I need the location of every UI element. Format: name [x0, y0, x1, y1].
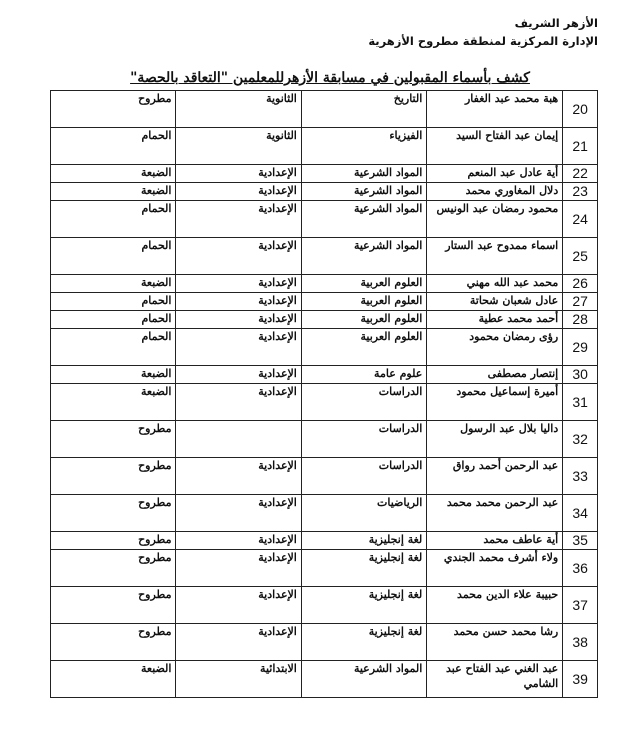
- subject-cell: العلوم العربية: [301, 311, 426, 329]
- candidate-name: إيمان عبد الفتاح السيد: [427, 128, 563, 165]
- candidate-name: عبد الرحمن أحمد رواق: [427, 458, 563, 495]
- candidate-name: أحمد محمد عطية: [427, 311, 563, 329]
- stage-cell: الثانوية: [176, 91, 301, 128]
- table-row: [51, 587, 598, 624]
- table-row: [51, 201, 598, 238]
- subject-cell: المواد الشرعية: [301, 165, 426, 183]
- stage-cell: الإعدادية: [176, 293, 301, 311]
- table-row: [51, 532, 598, 550]
- row-number: 39: [563, 661, 598, 698]
- table-row: [51, 550, 598, 587]
- candidate-name: عادل شعبان شحاتة: [427, 293, 563, 311]
- location-cell: الضبعة: [51, 165, 176, 183]
- table-row: [51, 458, 598, 495]
- stage-cell: الثانوية: [176, 128, 301, 165]
- candidate-name: داليا بلال عبد الرسول: [427, 421, 563, 458]
- table-row: [51, 293, 598, 311]
- candidate-name: ولاء أشرف محمد الجندي: [427, 550, 563, 587]
- stage-cell: الإعدادية: [176, 624, 301, 661]
- subject-cell: المواد الشرعية: [301, 661, 426, 698]
- candidate-name: أية عادل عبد المنعم: [427, 165, 563, 183]
- subject-cell: المواد الشرعية: [301, 238, 426, 275]
- row-number: 27: [563, 293, 598, 311]
- row-number: 21: [563, 128, 598, 165]
- row-number: 35: [563, 532, 598, 550]
- location-cell: الحمام: [51, 329, 176, 366]
- row-number: 31: [563, 384, 598, 421]
- table-row: [51, 275, 598, 293]
- stage-cell: الإعدادية: [176, 275, 301, 293]
- candidate-name: أميرة إسماعيل محمود: [427, 384, 563, 421]
- location-cell: الحمام: [51, 293, 176, 311]
- location-cell: مطروح: [51, 550, 176, 587]
- table-row: [51, 91, 598, 128]
- candidate-name: عبد الغني عبد الفتاح عبد الشامي: [427, 661, 563, 698]
- stage-cell: الإعدادية: [176, 311, 301, 329]
- location-cell: مطروح: [51, 587, 176, 624]
- subject-cell: لغة إنجليزية: [301, 550, 426, 587]
- location-cell: مطروح: [51, 532, 176, 550]
- subject-cell: لغة إنجليزية: [301, 624, 426, 661]
- subject-cell: لغة إنجليزية: [301, 532, 426, 550]
- table-row: [51, 238, 598, 275]
- subject-cell: التاريخ: [301, 91, 426, 128]
- stage-cell: الإعدادية: [176, 183, 301, 201]
- location-cell: مطروح: [51, 458, 176, 495]
- location-cell: الحمام: [51, 238, 176, 275]
- stage-cell: الإعدادية: [176, 550, 301, 587]
- stage-cell: الإعدادية: [176, 532, 301, 550]
- row-number: 30: [563, 366, 598, 384]
- header-line-1: الأزهر الشريف: [514, 16, 598, 30]
- location-cell: الضبعة: [51, 275, 176, 293]
- location-cell: الحمام: [51, 311, 176, 329]
- row-number: 34: [563, 495, 598, 532]
- row-number: 23: [563, 183, 598, 201]
- subject-cell: الرياضيات: [301, 495, 426, 532]
- stage-cell: الإعدادية: [176, 165, 301, 183]
- subject-cell: لغة إنجليزية: [301, 587, 426, 624]
- candidate-name: دلال المغاوري محمد: [427, 183, 563, 201]
- row-number: 37: [563, 587, 598, 624]
- subject-cell: علوم عامة: [301, 366, 426, 384]
- subject-cell: العلوم العربية: [301, 293, 426, 311]
- candidate-name: محمود رمضان عبد الونيس: [427, 201, 563, 238]
- table-row: [51, 366, 598, 384]
- subject-cell: المواد الشرعية: [301, 201, 426, 238]
- row-number: 24: [563, 201, 598, 238]
- stage-cell: الإعدادية: [176, 366, 301, 384]
- candidate-name: إنتصار مصطفى: [427, 366, 563, 384]
- location-cell: الضبعة: [51, 366, 176, 384]
- row-number: 33: [563, 458, 598, 495]
- location-cell: مطروح: [51, 91, 176, 128]
- table-row: [51, 183, 598, 201]
- candidate-name: محمد عبد الله مهني: [427, 275, 563, 293]
- row-number: 38: [563, 624, 598, 661]
- document-page: [30, 8, 630, 748]
- candidate-name: هبة محمد عبد الغفار: [427, 91, 563, 128]
- row-number: 36: [563, 550, 598, 587]
- table-row: [51, 329, 598, 366]
- document-title: كشف بأسماء المقبولين في مسابقة الأزهرللمعلمين "التعاقد بالحصة": [130, 70, 530, 86]
- candidate-name: أية عاطف محمد: [427, 532, 563, 550]
- row-number: 26: [563, 275, 598, 293]
- stage-cell: الإعدادية: [176, 384, 301, 421]
- table-row: [51, 624, 598, 661]
- subject-cell: العلوم العربية: [301, 275, 426, 293]
- stage-cell: الإعدادية: [176, 238, 301, 275]
- candidate-name: رشا محمد حسن محمد: [427, 624, 563, 661]
- location-cell: مطروح: [51, 495, 176, 532]
- table-row: [51, 165, 598, 183]
- row-number: 22: [563, 165, 598, 183]
- subject-cell: الدراسات: [301, 421, 426, 458]
- table-row: [51, 661, 598, 698]
- location-cell: الحمام: [51, 128, 176, 165]
- row-number: 25: [563, 238, 598, 275]
- table-row: [51, 421, 598, 458]
- location-cell: الضبعة: [51, 384, 176, 421]
- subject-cell: الدراسات: [301, 458, 426, 495]
- subject-cell: الدراسات: [301, 384, 426, 421]
- candidate-name: اسماء ممدوح عبد الستار: [427, 238, 563, 275]
- location-cell: الحمام: [51, 201, 176, 238]
- subject-cell: العلوم العربية: [301, 329, 426, 366]
- subject-cell: المواد الشرعية: [301, 183, 426, 201]
- stage-cell: الابتدائية: [176, 661, 301, 698]
- table-row: [51, 495, 598, 532]
- stage-cell: [176, 421, 301, 458]
- candidates-table: [50, 90, 598, 698]
- location-cell: مطروح: [51, 421, 176, 458]
- row-number: 29: [563, 329, 598, 366]
- stage-cell: الإعدادية: [176, 458, 301, 495]
- location-cell: مطروح: [51, 624, 176, 661]
- row-number: 32: [563, 421, 598, 458]
- candidate-name: رؤى رمضان محمود: [427, 329, 563, 366]
- stage-cell: الإعدادية: [176, 329, 301, 366]
- location-cell: الضبعة: [51, 661, 176, 698]
- candidate-name: حبيبة علاء الدين محمد: [427, 587, 563, 624]
- row-number: 20: [563, 91, 598, 128]
- table-row: [51, 311, 598, 329]
- letterhead: [368, 14, 598, 50]
- location-cell: الضبعة: [51, 183, 176, 201]
- table-row: [51, 384, 598, 421]
- subject-cell: الفيزياء: [301, 128, 426, 165]
- candidate-name: عبد الرحمن محمد محمد: [427, 495, 563, 532]
- stage-cell: الإعدادية: [176, 587, 301, 624]
- row-number: 28: [563, 311, 598, 329]
- header-line-2: الإدارة المركزية لمنطقة مطروح الأزهرية: [368, 34, 598, 48]
- stage-cell: الإعدادية: [176, 495, 301, 532]
- stage-cell: الإعدادية: [176, 201, 301, 238]
- table-row: [51, 128, 598, 165]
